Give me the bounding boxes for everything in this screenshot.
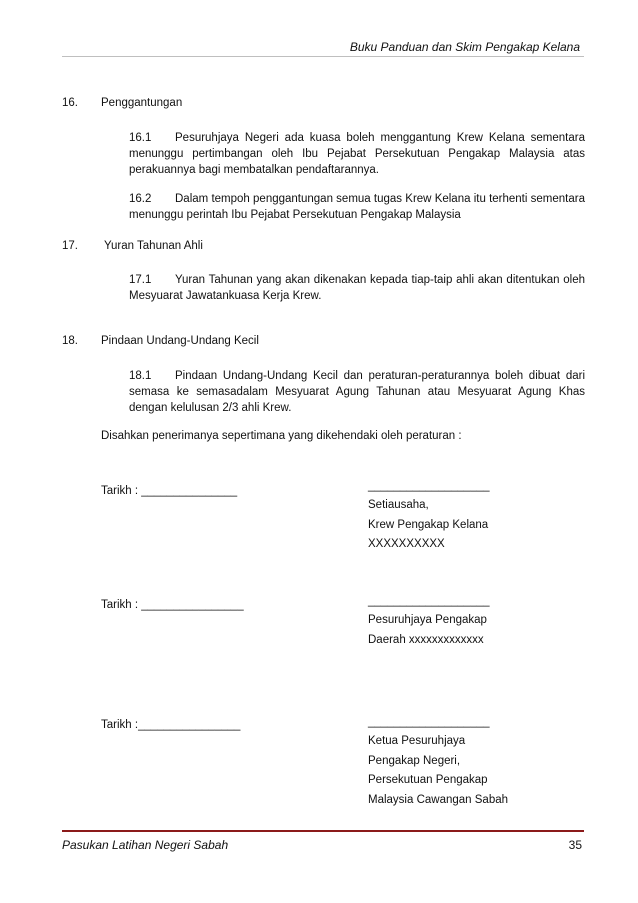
clause-paragraph xyxy=(129,368,585,416)
clause-number: 17.1 xyxy=(129,274,152,286)
signatory-title xyxy=(368,611,487,650)
date-field: Tarikh :________________ xyxy=(101,719,241,731)
clause-paragraph xyxy=(129,272,585,304)
section-title: Yuran Tahunan Ahli xyxy=(104,240,203,252)
signatory-line: Persekutuan Pengakap xyxy=(368,774,488,786)
clause-text: Yuran Tahunan yang akan dikenakan kepada tiap-taip ahli akan ditentukan oleh Mesyuarat Jawatankuasa Kerja Krew. xyxy=(129,274,585,302)
header-rule xyxy=(62,56,584,57)
clause-text: Pindaan Undang-Undang Kecil dan peraturan-peraturannya boleh dibuat dari semasa ke semasadalam Mesyuarat Agung Tahunan atau Mesyuarat Agung Khas dengan kelulusan 2/3 ahli Krew. xyxy=(129,370,585,414)
clause-paragraph xyxy=(129,191,585,223)
clause-text: Dalam tempoh penggantungan semua tugas Krew Kelana itu terhenti sementara menunggu perintah Ibu Pejabat Persekutuan Pengakap Malaysia xyxy=(129,193,585,221)
clause-number: 16.1 xyxy=(129,132,152,144)
date-field: Tarikh : ________________ xyxy=(101,599,244,611)
signatory-line: XXXXXXXXXX xyxy=(368,538,445,550)
signatory-line: Malaysia Cawangan Sabah xyxy=(368,793,509,806)
clause-paragraph xyxy=(129,130,585,178)
signature-line: ___________________ xyxy=(368,595,490,607)
signatory-line: Setiausaha, xyxy=(368,499,429,511)
footer-text: Pasukan Latihan Negeri Sabah xyxy=(62,838,229,852)
signatory-line: Ketua Pesuruhjaya xyxy=(368,735,466,747)
signatory-line: Pesuruhjaya Pengakap xyxy=(368,614,487,626)
section-number: 17. xyxy=(62,240,78,252)
signatory-line: Daerah xxxxxxxxxxxxx xyxy=(368,633,484,646)
signatory-title xyxy=(368,732,508,810)
signatory-line: Pengakap Negeri, xyxy=(368,754,461,767)
section-title: Pindaan Undang-Undang Kecil xyxy=(101,335,259,347)
footer-rule xyxy=(62,830,584,832)
approval-statement: Disahkan penerimanya sepertimana yang dikehendaki oleh peraturan : xyxy=(101,430,462,442)
section-title: Penggantungan xyxy=(101,97,183,109)
date-field: Tarikh : _______________ xyxy=(101,485,238,497)
signatory-title xyxy=(368,496,488,555)
section-number: 18. xyxy=(62,335,78,347)
clause-number: 16.2 xyxy=(129,193,152,205)
page-header: Buku Panduan dan Skim Pengakap Kelana xyxy=(349,40,580,54)
signatory-line: Krew Pengakap Kelana xyxy=(368,518,489,531)
page-number: 35 xyxy=(568,838,582,852)
signature-line: ___________________ xyxy=(368,716,490,728)
signature-line: ___________________ xyxy=(368,480,490,492)
clause-number: 18.1 xyxy=(129,370,152,382)
clause-text: Pesuruhjaya Negeri ada kuasa boleh menggantung Krew Kelana sementara menunggu pertimbangan oleh Ibu Pejabat Persekutuan Pengakap Malaysia atas perakuannya bagi membatalkan pendaftarannya. xyxy=(129,132,585,176)
section-number: 16. xyxy=(62,97,78,109)
